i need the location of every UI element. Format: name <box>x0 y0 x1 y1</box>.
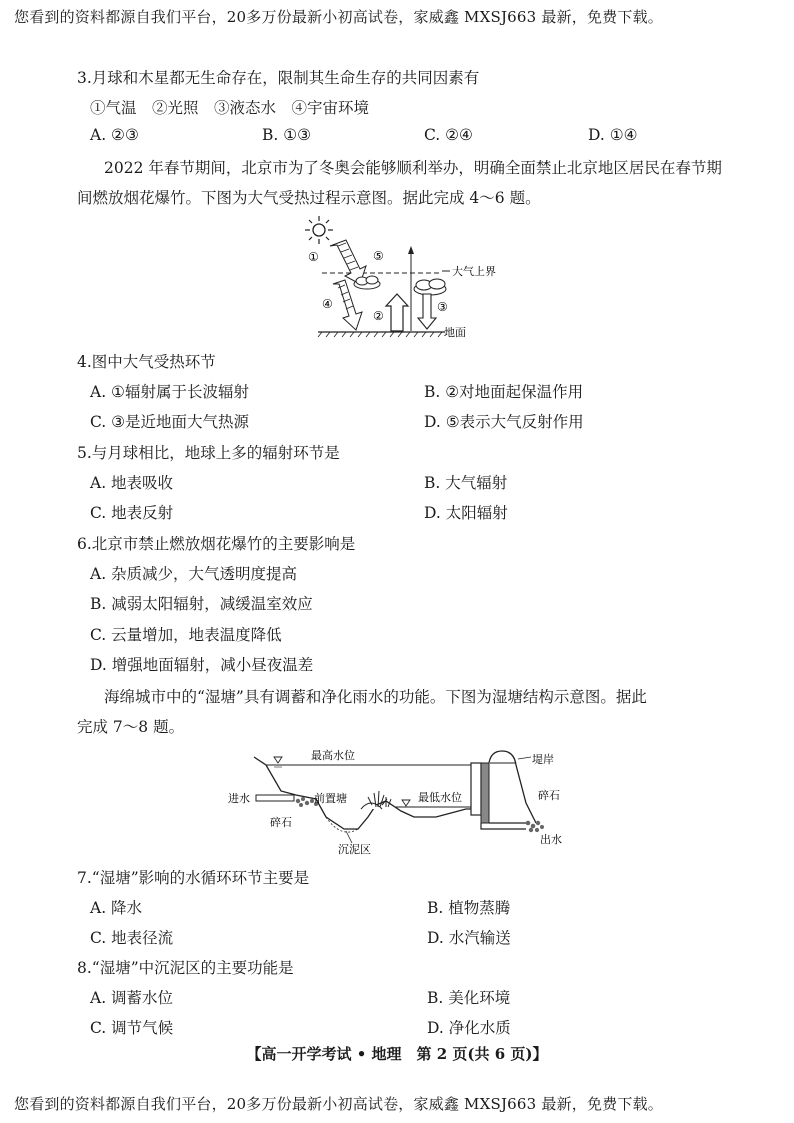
sediment-label: 沉泥区 <box>338 843 371 855</box>
page-footer: 【高一开学考试 • 地理 第 2 页(共 6 页)】 <box>246 1045 548 1063</box>
q6-option-a: A. 杂质减少，大气透明度提高 <box>90 565 298 583</box>
q7-option-d: D. 水汽输送 <box>427 929 511 947</box>
wet-pond-diagram <box>226 743 596 855</box>
q3-option-a: A. ②③ <box>90 126 139 144</box>
q4-option-a: A. ①辐射属于长波辐射 <box>90 383 249 401</box>
q5-option-b: B. 大气辐射 <box>424 474 508 492</box>
cloud-icon <box>354 276 380 289</box>
label-2: ② <box>373 309 384 323</box>
q5-option-a: A. 地表吸收 <box>90 474 174 492</box>
promo-banner-bottom: 您看到的资料都源自我们平台，20多万份最新小初高试卷，家威鑫 MXSJ663 最新，免费下载。 <box>14 1095 663 1113</box>
q5-option-d: D. 太阳辐射 <box>424 504 508 522</box>
q8-option-b: B. 美化环境 <box>427 989 511 1007</box>
intro2-line1: 海绵城市中的“湿塘”具有调蓄和净化雨水的功能。下图为湿塘结构示意图。据此 <box>104 688 647 706</box>
gravel-right <box>526 821 544 833</box>
q7-option-c: C. 地表径流 <box>90 929 174 947</box>
q4-stem: 4.图中大气受热环节 <box>77 353 216 371</box>
q4-option-c: C. ③是近地面大气热源 <box>90 413 250 431</box>
q3-items: ①气温 ②光照 ③液态水 ④宇宙环境 <box>90 99 370 117</box>
q8-stem: 8.“湿塘”中沉泥区的主要功能是 <box>77 959 294 977</box>
arrow-3-atmospheric-counter-radiation <box>418 294 436 329</box>
embankment-label: 堤岸 <box>532 753 554 766</box>
outlet-label: 出水 <box>540 833 562 846</box>
plant-icon <box>368 791 391 807</box>
q5-stem: 5.与月球相比，地球上多的辐射环节是 <box>77 444 340 462</box>
intro2-line2: 完成 7～8 题。 <box>77 718 185 736</box>
label-1: ① <box>308 250 319 264</box>
q8-option-c: C. 调节气候 <box>90 1019 174 1037</box>
q5-option-c: C. 地表反射 <box>90 504 174 522</box>
label-4: ④ <box>322 297 333 311</box>
q4-option-d: D. ⑤表示大气反射作用 <box>424 413 584 431</box>
label-5: ⑤ <box>373 249 384 263</box>
gravel-right-label: 碎石 <box>538 789 560 802</box>
q3-stem: 3.月球和木星都无生命存在，限制其生命生存的共同因素有 <box>77 69 480 87</box>
label-3: ③ <box>437 300 448 314</box>
intro1-line2: 间燃放烟花爆竹。下图为大气受热过程示意图。据此完成 4～6 题。 <box>77 189 541 207</box>
intro1-line1: 2022 年春节期间，北京市为了冬奥会能够顺利举办，明确全面禁止北京地区居民在春节期 <box>104 159 722 177</box>
q6-option-d: D. 增强地面辐射，减小昼夜温差 <box>90 656 314 674</box>
sun-icon <box>305 216 333 244</box>
q6-option-c: C. 云量增加，地表温度降低 <box>90 626 282 644</box>
ground-label: 地面 <box>444 326 466 339</box>
atmosphere-heating-diagram <box>300 214 515 339</box>
q8-option-a: A. 调蓄水位 <box>90 989 174 1007</box>
inlet-label: 进水 <box>228 792 250 805</box>
promo-banner-top: 您看到的资料都源自我们平台，20多万份最新小初高试卷，家威鑫 MXSJ663 最新，免费下载。 <box>14 8 663 26</box>
q7-option-a: A. 降水 <box>90 899 143 917</box>
q7-option-b: B. 植物蒸腾 <box>427 899 511 917</box>
atmosphere-top-label: 大气上界 <box>452 265 496 278</box>
arrow-2-ground-longwave <box>386 294 408 331</box>
gravel-left-label: 碎石 <box>270 816 292 829</box>
min-level-label: 最低水位 <box>418 791 462 804</box>
q8-option-d: D. 净化水质 <box>427 1019 511 1037</box>
q4-option-b: B. ②对地面起保温作用 <box>424 383 584 401</box>
pre-pond-label: 前置塘 <box>314 792 347 805</box>
q3-option-d: D. ①④ <box>588 126 638 144</box>
q3-option-b: B. ①③ <box>262 126 312 144</box>
q3-option-c: C. ②④ <box>424 126 473 144</box>
q6-option-b: B. 减弱太阳辐射，减缓温室效应 <box>90 595 313 613</box>
q6-stem: 6.北京市禁止燃放烟花爆竹的主要影响是 <box>77 535 356 553</box>
max-level-label: 最高水位 <box>311 749 355 762</box>
q7-stem: 7.“湿塘”影响的水循环环节主要是 <box>77 869 310 887</box>
cloud-icon <box>414 279 446 295</box>
